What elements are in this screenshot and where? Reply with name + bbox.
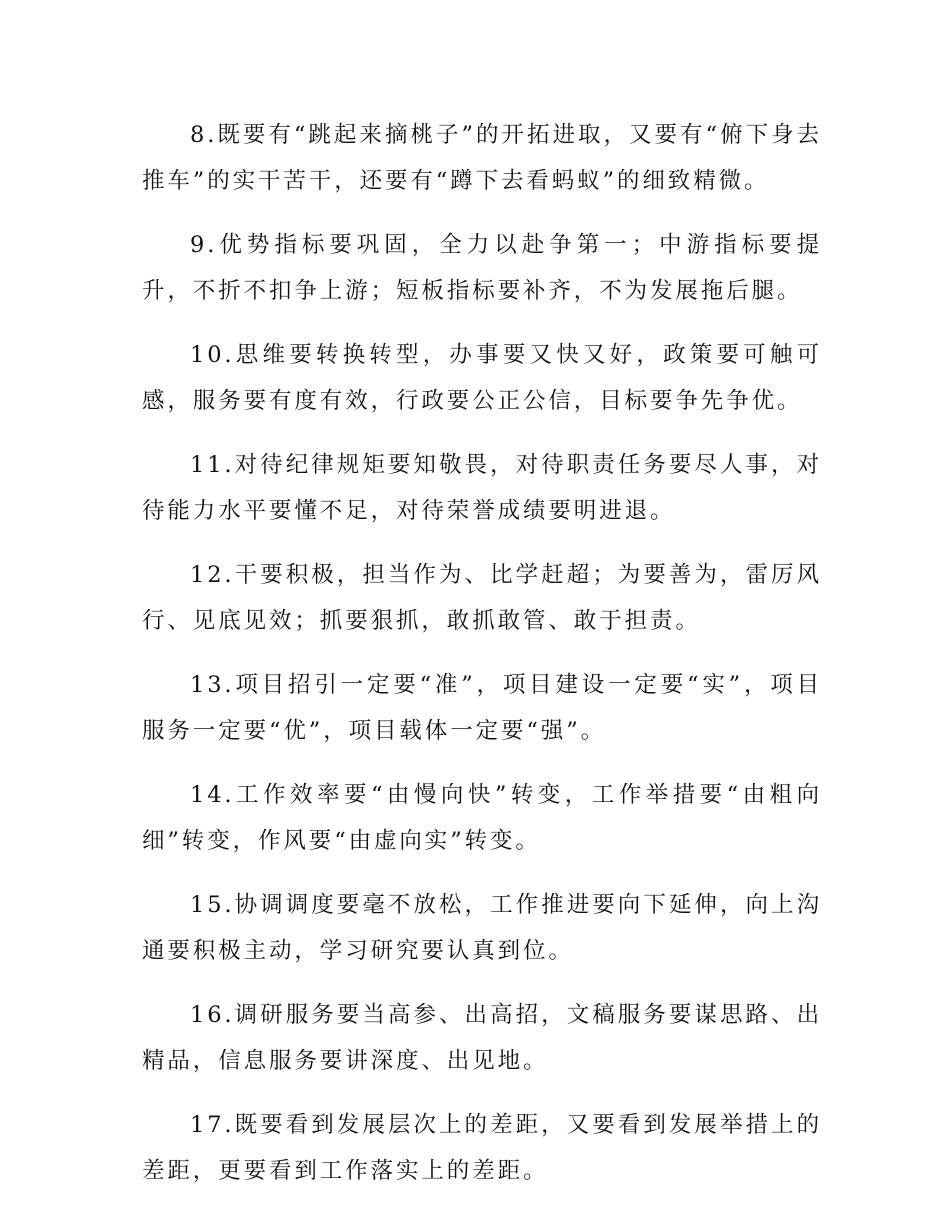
paragraph-15: 15.协调调度要毫不放松，工作推进要向下延伸，向上沟通要积极主动，学习研究要认真到位。 <box>142 892 822 964</box>
paragraph-14: 14.工作效率要“由慢向快”转变，工作举措要“由粗向细”转变，作风要“由虚向实”转变。 <box>142 782 822 854</box>
paragraph-11: 11.对待纪律规矩要知敬畏，对待职责任务要尽人事，对待能力水平要懂不足，对待荣誉成绩要明进退。 <box>142 452 822 524</box>
paragraph-12: 12.干要积极，担当作为、比学赶超；为要善为，雷厉风行、见底见效；抓要狠抓，敢抓敢管、敢于担责。 <box>142 562 822 634</box>
paragraph-13: 13.项目招引一定要“准”，项目建设一定要“实”，项目服务一定要“优”，项目载体一定要“强”。 <box>142 672 822 744</box>
paragraph-9: 9.优势指标要巩固，全力以赴争第一；中游指标要提升，不折不扣争上游；短板指标要补齐，不为发展拖后腿。 <box>142 232 822 304</box>
paragraph-16: 16.调研服务要当高参、出高招，文稿服务要谋思路、出精品，信息服务要讲深度、出见地。 <box>142 1002 822 1074</box>
paragraph-17: 17.既要看到发展层次上的差距，又要看到发展举措上的差距，更要看到工作落实上的差距。 <box>142 1112 822 1184</box>
paragraph-8: 8.既要有“跳起来摘桃子”的开拓进取，又要有“俯下身去推车”的实干苦干，还要有“蹲下去看蚂蚁”的细致精微。 <box>142 122 822 194</box>
paragraph-10: 10.思维要转换转型，办事要又快又好，政策要可触可感，服务要有度有效，行政要公正公信，目标要争先争优。 <box>142 342 822 414</box>
document-body <box>142 112 822 1212</box>
